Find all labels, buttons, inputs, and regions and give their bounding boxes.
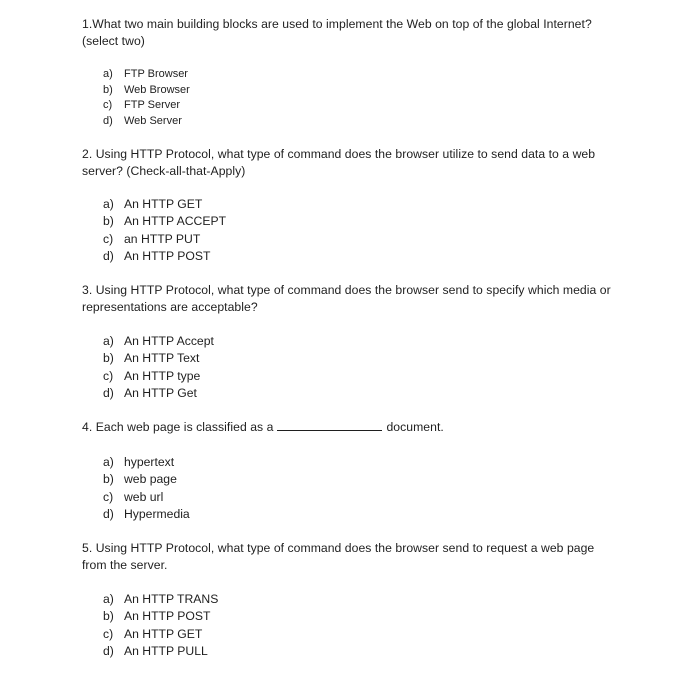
option-letter: d) <box>103 385 114 400</box>
option-letter: b) <box>103 83 113 96</box>
option-letter: b) <box>103 609 114 624</box>
option-text: web url <box>124 489 164 504</box>
question-4-option-a <box>103 454 190 471</box>
question-5-options <box>103 591 218 660</box>
question-3-option-d <box>103 385 214 402</box>
question-5-text: 5. Using HTTP Protocol, what type of command does the browser send to request a web page from the server. <box>82 541 595 572</box>
question-3-option-a <box>103 333 214 350</box>
option-text: An HTTP Get <box>124 385 197 400</box>
option-text: An HTTP POST <box>124 609 211 624</box>
question-5-option-b <box>103 608 218 625</box>
question-4-text-after: document. <box>386 420 444 434</box>
option-letter: b) <box>103 472 114 487</box>
option-text: An HTTP type <box>124 368 201 383</box>
option-text: An HTTP Text <box>124 351 200 366</box>
question-5-option-d <box>103 643 218 660</box>
option-letter: d) <box>103 506 114 521</box>
option-letter: d) <box>103 248 114 263</box>
option-text: An HTTP ACCEPT <box>124 214 227 229</box>
option-text: Web Server <box>124 115 182 128</box>
option-text: Hypermedia <box>124 506 190 521</box>
question-2-option-c <box>103 231 226 248</box>
option-letter: a) <box>103 197 114 211</box>
option-text: An HTTP GET <box>124 197 203 211</box>
option-letter: b) <box>103 214 114 229</box>
question-3-text: 3. Using HTTP Protocol, what type of command does the browser send to specify which media or representations are acceptable? <box>82 283 611 314</box>
fill-in-blank <box>277 419 382 431</box>
option-letter: c) <box>103 368 114 383</box>
question-1-text: 1.What two main building blocks are used to implement the Web on top of the global Internet? (select two) <box>82 17 592 48</box>
question-3-options <box>103 333 214 402</box>
question-5-option-c <box>103 626 218 643</box>
question-4-text <box>82 419 622 436</box>
option-text: hypertext <box>124 455 175 469</box>
question-1-options <box>103 67 190 130</box>
question-3-option-b <box>103 350 214 367</box>
question-4-options <box>103 454 190 523</box>
option-letter: c) <box>103 489 114 504</box>
option-letter: c) <box>103 99 113 112</box>
option-text: web page <box>124 472 177 487</box>
question-5-option-a <box>103 591 218 608</box>
option-letter: a) <box>103 68 113 80</box>
option-text: an HTTP PUT <box>124 231 201 246</box>
question-4-option-c <box>103 489 190 506</box>
question-2-option-b <box>103 213 226 230</box>
option-letter: c) <box>103 231 114 246</box>
option-text: An HTTP TRANS <box>124 592 219 606</box>
option-letter: a) <box>103 455 114 469</box>
option-text: FTP Server <box>124 99 181 112</box>
question-1-option-b <box>103 83 190 99</box>
option-text: FTP Browser <box>124 68 188 80</box>
question-2-text: 2. Using HTTP Protocol, what type of command does the browser utilize to send data to a web server? (Check-all-that-Apply) <box>82 147 596 178</box>
question-4-option-b <box>103 471 190 488</box>
option-text: An HTTP Accept <box>124 334 214 348</box>
question-1-option-c <box>103 98 190 114</box>
option-text: Web Browser <box>124 83 190 96</box>
option-text: An HTTP GET <box>124 626 203 641</box>
option-letter: b) <box>103 351 114 366</box>
question-2-option-a <box>103 196 226 213</box>
question-2-options <box>103 196 226 265</box>
option-letter: d) <box>103 115 113 128</box>
question-4-option-d <box>103 506 190 523</box>
question-3-option-c <box>103 368 214 385</box>
option-letter: a) <box>103 592 114 606</box>
option-text: An HTTP PULL <box>124 643 208 658</box>
option-letter: c) <box>103 626 114 641</box>
question-1-option-a <box>103 67 190 83</box>
question-1-option-d <box>103 114 190 130</box>
option-letter: d) <box>103 643 114 658</box>
option-text: An HTTP POST <box>124 248 211 263</box>
question-4-text-before: 4. Each web page is classified as a <box>82 420 274 434</box>
question-2-option-d <box>103 248 226 265</box>
option-letter: a) <box>103 334 114 348</box>
